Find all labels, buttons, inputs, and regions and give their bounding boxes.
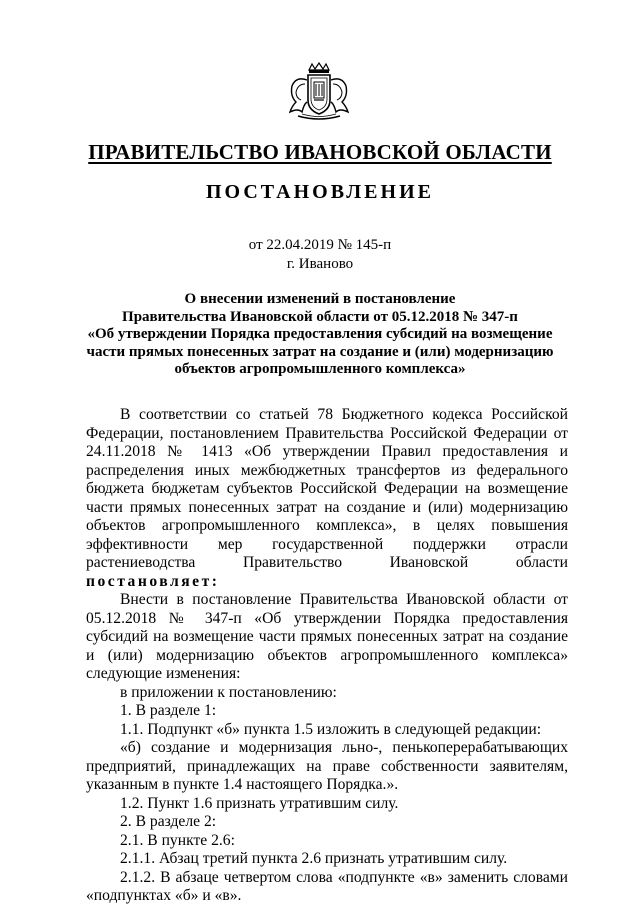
body-paragraph: 2.1. В пункте 2.6: [120,831,235,849]
body-paragraph: 1.2. Пункт 1.6 признать утратившим силу. [120,794,399,812]
title-line: «Об утверждении Порядка предоставления субсидий на возмещение [87,326,553,343]
body-paragraph: в приложении к постановлению: [120,683,337,701]
document-body [86,406,568,906]
document-type: ПОСТАНОВЛЕНИЕ [206,181,434,203]
body-paragraph: Внести в постановление Правительства Ивановской области от 05.12.2018 № 347-п «Об утверждении Порядка предоставления субсидий на возмещение части прямых понесенных затрат на создание и (или) модернизацию объектов агропромышленного комплекса» следующие изменения: [86,591,568,682]
preamble-text: В соответствии со статьей 78 Бюджетного кодекса Российской Федерации, постановлением Правительства Российской Федерации от 24.11.2018 № 1413 «Об утверждении Правил предоставления и распределения иных межбюджетных трансфертов из федерального бюджета бюджетам субъектов Российской Федерации на возмещение части прямых понесенных затрат на создание и (или) модернизацию объектов агропромышленного комплекса», в целях повышения эффективности мер государственной поддержки отрасли растениеводства Правительство Ивановской области [86,406,568,571]
body-paragraph: 2.1.2. В абзаце четвертом слова «подпункте «в» заменить словами «подпунктах «б» и «в». [86,868,568,904]
body-paragraph: «б) создание и модернизация льно-, пенькоперерабатывающих предприятий, принадлежащих на праве собственности заявителям, указанным в пункте 1.4 настоящего Порядка.». [86,739,568,793]
title-line: объектов агропромышленного комплекса» [174,361,466,378]
resolution-word: постановляет: [86,572,220,590]
preamble-paragraph [86,406,568,591]
title-line: О внесении изменений в постановление [184,291,456,307]
document-title [80,291,560,379]
document-city: г. Иваново [286,256,354,272]
coat-of-arms-icon [286,62,352,122]
body-paragraph: 2. В разделе 2: [120,813,217,830]
authority-name: ПРАВИТЕЛЬСТВО ИВАНОВСКОЙ ОБЛАСТИ [88,140,552,164]
title-line: Правительства Ивановской области от 05.12.2018 № 347-п [122,308,518,325]
body-paragraph: 1. В разделе 1: [120,702,217,719]
document-date-number: от 22.04.2019 № 145-п [248,237,392,253]
title-line: части прямых понесенных затрат на создание и (или) модернизацию [86,343,554,360]
body-paragraph: 2.1.1. Абзац третий пункта 2.6 признать утратившим силу. [120,850,508,867]
body-paragraph: 1.1. Подпункт «б» пункта 1.5 изложить в следующей редакции: [120,720,542,738]
